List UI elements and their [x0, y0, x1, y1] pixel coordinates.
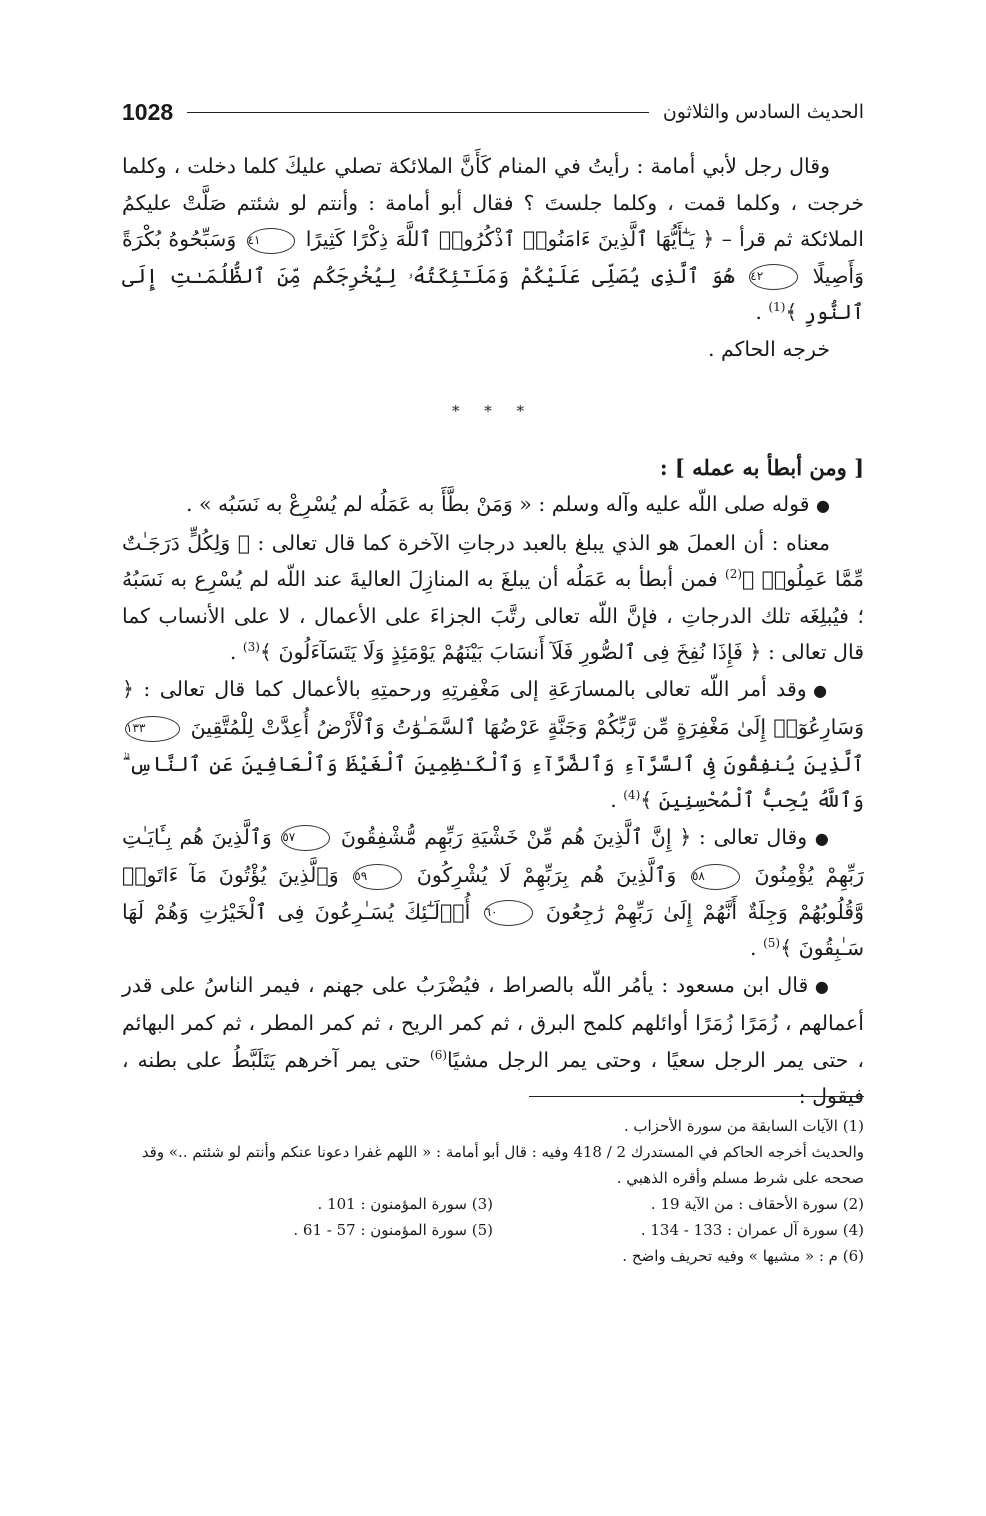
- footnote: (5) سورة المؤمنون : 57 - 61 .: [293, 1221, 493, 1239]
- bullet-icon: ●: [816, 496, 830, 515]
- footnote: (4) سورة آل عمران : 133 - 134 .: [640, 1221, 864, 1239]
- running-title: الحديث السادس والثلاثون: [662, 101, 864, 123]
- footnote-ref[interactable]: (5): [763, 936, 781, 951]
- text: حتى يمر آخرهم يَتَلَبَّطُ على بطنه ، فيقول :: [122, 1047, 864, 1108]
- footnote-ref[interactable]: (6): [430, 1047, 448, 1062]
- section-separator: * * *: [451, 402, 535, 420]
- footnote: (1) الآيات السابقة من سورة الأحزاب .: [623, 1117, 864, 1135]
- text: فمن أبطأ به عَمَلُه أن يبلغَ به المنازِلَ العاليةَ عند اللّه لم يُسْرِع به نَسَبُهُ ؛ فيُبلِغَه تلك الدرجاتِ ، فإنَّ اللّه تعالى رتَّبَ الجزاءَ على الأعمال ، لا على الأنساب كما قال تعالى :: [122, 567, 864, 664]
- paragraph: [122, 671, 864, 819]
- main-text: [122, 148, 864, 1115]
- quran-verse: ﴿ إِنَّ ٱلَّذِينَ هُم مِّنْ خَشْيَةِ رَبِّهِم مُّشْفِقُونَ: [333, 824, 692, 849]
- paragraph: [122, 819, 864, 967]
- ayah-number-marker: ٥٨: [691, 864, 740, 890]
- ayah-number-marker: ٤١: [247, 228, 296, 254]
- bullet-icon: ●: [814, 828, 830, 848]
- quran-verse: ٱلَّذِينَ يُنفِقُونَ فِى ٱلسَّرَّآءِ وَٱلضَّرَّآءِ وَٱلْكَـٰظِمِينَ ٱلْغَيْظَ وَٱلْعَافِينَ عَنِ ٱلنَّاسِ ۗ وَٱللَّهُ يُحِبُّ ٱلْمُحْسِنِينَ ﴾: [122, 751, 864, 812]
- text: .: [750, 936, 764, 960]
- footnote-ref[interactable]: (4): [623, 788, 641, 803]
- quran-verse: أُو۟لَـٰٓئِكَ يُسَـٰرِعُونَ فِى ٱلْخَيْرَٰتِ وَهُمْ لَهَا سَـٰبِقُونَ ﴾: [122, 899, 864, 960]
- footnote: والحديث أخرجه الحاكم في المستدرك 2 / 418 وفيه : قال أبو أمامة : « اللهم غفرا دعونا عنكم وأنتم لو شئتم ..» وقد صححه على شرط مسلم وأقره الذهبي .: [141, 1143, 864, 1187]
- header-rule: [187, 112, 649, 113]
- footnote-rule: [529, 1096, 864, 1097]
- ayah-number-marker: ١٣٣: [125, 716, 180, 742]
- quran-verse: ﴿ وَلِكُلٍّ دَرَجَـٰتٌ مِّمَّا عَمِلُوا۟ ﴾: [122, 530, 864, 591]
- quran-verse: وَٱلَّذِينَ يُؤْتُونَ مَآ ءَاتَوا۟ وَّقُلُوبُهُمْ وَجِلَةٌ أَنَّهُمْ إِلَىٰ رَبِّهِمْ رَٰجِعُونَ: [122, 863, 864, 924]
- text: .: [610, 788, 624, 812]
- page-number: 1028: [122, 98, 174, 125]
- paragraph: [122, 486, 864, 525]
- ayah-number-marker: ٥٩: [353, 864, 402, 890]
- footnote-ref[interactable]: (1): [768, 300, 786, 315]
- quran-verse: ﴿ فَإِذَا نُفِخَ فِى ٱلصُّورِ فَلَآ أَنسَابَ بَيْنَهُمْ يَوْمَئِذٍ وَلَا يَتَسَآءَلُونَ ﴾: [259, 640, 762, 664]
- text: وقال رجل لأبي أمامة : رأيتُ في المنام كَأَنَّ الملائكة تصلي عليكَ كلما دخلت ، وكلما خرجت ، وكلما قمت ، وكلما جلستَ ؟ فقال أبو أمامة : وأنتم لو شئتم صَلَّتْ عليكمُ الملائكة ثم قرأ –: [122, 154, 865, 251]
- text: .: [229, 640, 243, 664]
- footnote: (2) سورة الأحقاف : من الآية 19 .: [650, 1195, 864, 1213]
- footnote: (3) سورة المؤمنون : 101 .: [317, 1195, 493, 1213]
- text: خرجه الحاكم .: [707, 336, 830, 361]
- footnote-ref[interactable]: (3): [242, 640, 260, 655]
- footnotes: [122, 1113, 864, 1269]
- quran-verse: وَٱلَّذِينَ هُم بِرَبِّهِمْ لَا يُشْرِكُونَ: [405, 863, 688, 887]
- ayah-number-marker: ٥٧: [281, 825, 330, 851]
- paragraph: [122, 525, 864, 671]
- ayah-number-marker: ٤٢: [749, 264, 798, 290]
- bullet-icon: ●: [813, 680, 831, 700]
- quran-verse: ﴿ وَسَارِعُوٓا۟ إِلَىٰ مَغْفِرَةٍ مِّن رَّبِّكُمْ وَجَنَّةٍ عَرْضُهَا ٱلسَّمَـٰوَٰتُ وَٱلْأَرْضُ أُعِدَّتْ لِلْمُتَّقِينَ: [122, 676, 864, 739]
- footnote-ref[interactable]: (2): [725, 567, 743, 582]
- ayah-number-marker: ٦٠: [484, 900, 533, 926]
- text: وقد أمر اللّه تعالى بالمسارَعَةِ إلى مَغْفِرتِهِ ورحمتِهِ بالأعمال كما قال تعالى :: [134, 676, 814, 701]
- bullet-icon: ●: [814, 976, 830, 996]
- paragraph: [122, 331, 864, 368]
- footnote: (6) م : « مشيها » وفيه تحريف واضح .: [622, 1247, 864, 1265]
- page-header: [122, 92, 864, 132]
- paragraph: [122, 148, 864, 331]
- section-heading: [ ومن أبطأ به عمله ] :: [659, 454, 864, 480]
- footnote-row: [122, 1191, 864, 1217]
- footnote-row: [122, 1217, 864, 1243]
- paragraph: [122, 967, 864, 1115]
- quran-verse: ﴿ يَـٰٓأَيُّهَا ٱلَّذِينَ ءَامَنُوا۟ ٱذْكُرُوا۟ ٱللَّهَ ذِكْرًا كَثِيرًا: [298, 227, 715, 251]
- quran-verse: هُوَ ٱلَّذِى يُصَلِّى عَلَيْكُمْ وَمَلَـٰٓئِكَتُهُۥ لِيُخْرِجَكُم مِّنَ ٱلظُّلُمَـٰتِ إِلَى ٱلنُّورِ ﴾: [122, 263, 864, 324]
- text: .: [755, 300, 769, 324]
- text: قال ابن مسعود : يأمُر اللّه بالصراط ، فيُضْرَبُ على جهنم ، فيمر الناسُ على قدر أعمالهم ، زُمَرًا زُمَرًا أوائلهم كلمح البرق ، ثم كمر الريح ، ثم كمر المطر ، ثم كمر البهائم ، حتى يمر الرجل سعيًا ، وحتى يمر الرجل مشيًا: [122, 972, 864, 1072]
- text: قوله صلى اللّه عليه وآله وسلم : « وَمَنْ بطَّأَ به عَمَلُه لم يُسْرِعْ به نَسَبُه » .: [185, 492, 817, 516]
- text: معناه : أن العملَ هو الذي يبلغ بالعبد درجاتِ الآخرة كما قال تعالى :: [250, 530, 830, 555]
- text: وقال تعالى :: [691, 824, 815, 849]
- quran-verse: وَٱلَّذِينَ هُم بِـَٔايَـٰتِ رَبِّهِمْ يُؤْمِنُونَ: [122, 824, 864, 887]
- quran-verse: وَسَبِّحُوهُ بُكْرَةً وَأَصِيلًا: [122, 227, 864, 288]
